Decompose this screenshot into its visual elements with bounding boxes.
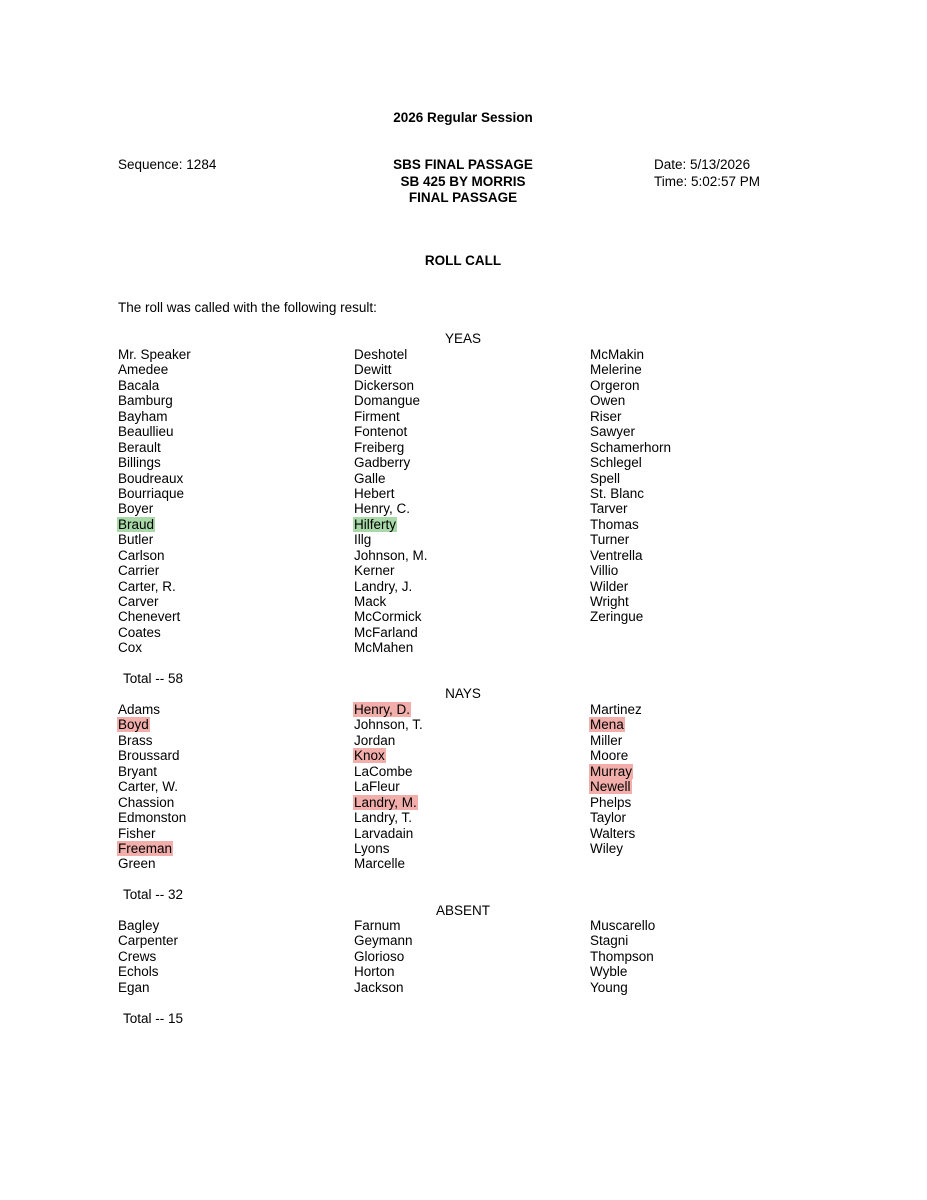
member-name: Geymann <box>354 933 413 949</box>
member-name: Carter, W. <box>118 779 179 795</box>
member-name: Boyer <box>118 501 154 517</box>
nays-column-1 <box>118 702 186 872</box>
member-name: Carrier <box>118 563 160 579</box>
member-name: Sawyer <box>590 424 636 440</box>
member-name: Echols <box>118 964 159 980</box>
yeas-member <box>354 609 428 624</box>
absent-member <box>590 918 655 933</box>
yeas-member <box>118 409 191 424</box>
nays-member <box>118 841 186 856</box>
motion-line-3: FINAL PASSAGE <box>408 190 518 205</box>
nays-member <box>354 810 423 825</box>
member-name: Edmonston <box>118 810 187 826</box>
yeas-member <box>590 548 671 563</box>
yeas-member <box>590 378 671 393</box>
member-name: Billings <box>118 455 161 471</box>
member-name: Egan <box>118 979 150 995</box>
absent-member <box>354 933 413 948</box>
member-name: Stagni <box>590 933 629 949</box>
member-name: Amedee <box>118 362 169 378</box>
yeas-member <box>354 393 428 408</box>
absent-column-2 <box>354 918 413 995</box>
nays-member <box>354 717 423 732</box>
nays-member <box>354 779 423 794</box>
yeas-member <box>118 424 191 439</box>
member-name: Ventrella <box>590 547 643 563</box>
yeas-member <box>590 440 671 455</box>
member-name: Martinez <box>590 702 642 717</box>
nays-member <box>118 856 186 871</box>
member-name: Wiley <box>590 840 623 856</box>
yeas-member <box>590 424 671 439</box>
member-name: Zeringue <box>590 609 644 625</box>
nays-member <box>590 795 642 810</box>
yeas-member <box>354 424 428 439</box>
member-name-highlighted-red: Newell <box>590 779 631 795</box>
vote-date: Date: 5/13/2026 <box>654 157 751 172</box>
yeas-member <box>118 455 191 470</box>
member-name-highlighted-red: Landry, M. <box>354 794 417 810</box>
yeas-member <box>118 362 191 377</box>
member-name: Brass <box>118 732 153 748</box>
yeas-member <box>354 455 428 470</box>
member-name: Bourriaque <box>118 485 185 501</box>
member-name: Dewitt <box>354 362 392 378</box>
vote-time: Time: 5:02:57 PM <box>654 173 761 189</box>
member-name: Chassion <box>118 794 175 810</box>
member-name: Mack <box>354 594 387 609</box>
member-name: Larvadain <box>354 825 414 841</box>
nays-member <box>118 717 186 732</box>
nays-member <box>118 764 186 779</box>
yeas-member <box>118 640 191 655</box>
nays-member <box>590 748 642 763</box>
member-name: Muscarello <box>590 918 656 933</box>
nays-member <box>354 702 423 717</box>
yeas-member <box>590 347 671 362</box>
absent-member <box>590 964 655 979</box>
absent-member <box>590 949 655 964</box>
nays-member <box>590 764 642 779</box>
member-name: Thompson <box>590 948 654 964</box>
member-name: Lyons <box>354 840 390 856</box>
yeas-member <box>118 347 191 362</box>
member-name: Schamerhorn <box>590 439 672 455</box>
absent-member <box>354 980 413 995</box>
nays-member <box>590 779 642 794</box>
member-name-highlighted-red: Freeman <box>118 840 173 856</box>
absent-member <box>354 918 413 933</box>
member-name: Hebert <box>354 485 395 501</box>
yeas-member <box>354 625 428 640</box>
roll-call-title: ROLL CALL <box>424 253 502 268</box>
absent-column-1 <box>118 918 178 995</box>
absent-total: Total -- 15 <box>123 1011 184 1026</box>
yeas-member <box>354 548 428 563</box>
member-name: Galle <box>354 470 386 486</box>
member-name: Mr. Speaker <box>118 347 191 362</box>
nays-member <box>118 810 186 825</box>
nays-heading: NAYS <box>445 686 481 701</box>
member-name: Carter, R. <box>118 578 176 594</box>
yeas-member <box>118 501 191 516</box>
nays-member <box>354 795 423 810</box>
absent-member <box>118 964 178 979</box>
absent-member <box>354 964 413 979</box>
member-name: Turner <box>590 532 630 548</box>
yeas-column-1 <box>118 347 191 656</box>
yeas-member <box>118 393 191 408</box>
yeas-member <box>354 440 428 455</box>
nays-column-2 <box>354 702 423 872</box>
member-name: Beaullieu <box>118 424 174 440</box>
yeas-member <box>590 563 671 578</box>
nays-member <box>118 779 186 794</box>
yeas-member <box>118 548 191 563</box>
member-name-highlighted-red: Henry, D. <box>354 702 411 717</box>
nays-member <box>118 795 186 810</box>
yeas-member <box>354 579 428 594</box>
member-name: McFarland <box>354 624 418 640</box>
yeas-member <box>590 594 671 609</box>
member-name: Gadberry <box>354 455 411 471</box>
nays-member <box>118 702 186 717</box>
nays-member <box>590 810 642 825</box>
member-name: Carver <box>118 594 159 609</box>
member-name: Fisher <box>118 825 156 841</box>
member-name: Carpenter <box>118 933 179 949</box>
member-name: Bamburg <box>118 393 173 409</box>
member-name: Walters <box>590 825 636 841</box>
nays-column-3 <box>590 702 642 856</box>
member-name: Orgeron <box>590 377 640 393</box>
sequence-number: Sequence: 1284 <box>118 157 217 172</box>
member-name: Illg <box>354 532 372 548</box>
session-title: 2026 Regular Session <box>393 110 533 125</box>
member-name: McCormick <box>354 609 422 625</box>
yeas-member <box>590 532 671 547</box>
yeas-heading: YEAS <box>444 331 482 346</box>
yeas-total: Total -- 58 <box>123 671 184 686</box>
member-name: Henry, C. <box>354 501 411 517</box>
yeas-member <box>118 471 191 486</box>
member-name: Green <box>118 856 156 872</box>
nays-member <box>354 748 423 763</box>
nays-member <box>354 841 423 856</box>
member-name-highlighted-green: Hilferty <box>354 516 397 532</box>
member-name: Carlson <box>118 547 165 563</box>
nays-member <box>118 748 186 763</box>
member-name: Bacala <box>118 377 160 393</box>
yeas-member <box>590 455 671 470</box>
nays-member <box>354 856 423 871</box>
yeas-member <box>354 409 428 424</box>
absent-member <box>118 980 178 995</box>
member-name: Johnson, M. <box>354 547 428 563</box>
member-name: Miller <box>590 732 623 748</box>
member-name-highlighted-red: Mena <box>590 717 624 733</box>
member-name: Bagley <box>118 918 160 933</box>
member-name: Bayham <box>118 408 168 424</box>
member-name: Wright <box>590 594 629 609</box>
yeas-member <box>118 563 191 578</box>
member-name: Wilder <box>590 578 629 594</box>
yeas-member <box>118 532 191 547</box>
motion-block <box>393 157 533 207</box>
yeas-member <box>118 594 191 609</box>
member-name-highlighted-red: Murray <box>590 763 633 779</box>
member-name: Phelps <box>590 794 632 810</box>
member-name-highlighted-red: Boyd <box>118 717 149 733</box>
member-name: Dickerson <box>354 377 415 393</box>
member-name: Jordan <box>354 732 396 748</box>
member-name: Cox <box>118 640 143 656</box>
member-name: Riser <box>590 408 622 424</box>
yeas-member <box>590 362 671 377</box>
yeas-member <box>118 625 191 640</box>
member-name: McMahen <box>354 640 414 656</box>
yeas-member <box>590 579 671 594</box>
yeas-member <box>354 362 428 377</box>
member-name: Domangue <box>354 393 421 409</box>
yeas-member <box>118 609 191 624</box>
member-name: Butler <box>118 532 154 548</box>
yeas-member <box>118 517 191 532</box>
member-name: Moore <box>590 748 629 764</box>
member-name: Fontenot <box>354 424 408 440</box>
yeas-member <box>590 609 671 624</box>
yeas-member <box>590 501 671 516</box>
nays-member <box>354 764 423 779</box>
absent-member <box>354 949 413 964</box>
member-name: Chenevert <box>118 609 181 625</box>
member-name: Berault <box>118 439 161 455</box>
yeas-member <box>590 409 671 424</box>
member-name: Horton <box>354 964 395 980</box>
nays-member <box>590 717 642 732</box>
absent-column-3 <box>590 918 655 995</box>
member-name: Farnum <box>354 918 401 933</box>
member-name: Schlegel <box>590 455 642 471</box>
absent-member <box>118 918 178 933</box>
member-name: St. Blanc <box>590 485 645 501</box>
nays-total: Total -- 32 <box>123 887 184 902</box>
member-name: Melerine <box>590 362 642 378</box>
member-name: LaFleur <box>354 779 400 795</box>
yeas-member <box>354 471 428 486</box>
member-name: Tarver <box>590 501 628 517</box>
yeas-member <box>354 501 428 516</box>
member-name: Villio <box>590 563 619 579</box>
nays-member <box>590 733 642 748</box>
member-name: McMakin <box>590 347 645 362</box>
yeas-member <box>118 486 191 501</box>
yeas-member <box>354 640 428 655</box>
yeas-member <box>590 517 671 532</box>
member-name: Landry, J. <box>354 578 413 594</box>
nays-member <box>118 826 186 841</box>
member-name: Marcelle <box>354 856 406 872</box>
motion-line-1: SBS FINAL PASSAGE <box>393 157 533 172</box>
member-name: Adams <box>118 702 161 717</box>
yeas-member <box>590 471 671 486</box>
yeas-member <box>118 440 191 455</box>
member-name: Spell <box>590 470 621 486</box>
nays-member <box>590 702 642 717</box>
absent-member <box>118 933 178 948</box>
nays-member <box>590 841 642 856</box>
member-name: Kerner <box>354 563 395 579</box>
member-name-highlighted-green: Braud <box>118 516 155 532</box>
yeas-member <box>354 532 428 547</box>
member-name: Bryant <box>118 763 158 779</box>
member-name: Thomas <box>590 516 639 532</box>
date-time-block <box>654 157 760 190</box>
yeas-column-3 <box>590 347 671 625</box>
member-name: Landry, T. <box>354 810 413 826</box>
member-name: Taylor <box>590 810 627 826</box>
nays-member <box>354 826 423 841</box>
yeas-member <box>590 486 671 501</box>
member-name: Deshotel <box>354 347 408 362</box>
absent-member <box>590 933 655 948</box>
member-name: Johnson, T. <box>354 717 423 733</box>
motion-line-2: SB 425 BY MORRIS <box>400 173 526 189</box>
yeas-member <box>354 517 428 532</box>
member-name: Boudreaux <box>118 470 184 486</box>
yeas-member <box>354 563 428 578</box>
member-name: Coates <box>118 624 161 640</box>
nays-member <box>590 826 642 841</box>
member-name: Wyble <box>590 964 628 980</box>
nays-member <box>118 733 186 748</box>
absent-heading: ABSENT <box>435 903 491 918</box>
roll-call-intro: The roll was called with the following result: <box>118 300 377 315</box>
yeas-member <box>590 393 671 408</box>
member-name: Glorioso <box>354 948 405 964</box>
member-name: Young <box>590 979 628 995</box>
yeas-member <box>118 378 191 393</box>
absent-member <box>590 980 655 995</box>
yeas-member <box>354 347 428 362</box>
member-name: Freiberg <box>354 439 405 455</box>
yeas-member <box>354 378 428 393</box>
absent-member <box>118 949 178 964</box>
member-name: Jackson <box>354 979 404 995</box>
member-name: Firment <box>354 408 400 424</box>
member-name-highlighted-red: Knox <box>354 748 385 764</box>
member-name: LaCombe <box>354 763 413 779</box>
member-name: Broussard <box>118 748 180 764</box>
nays-member <box>354 733 423 748</box>
yeas-column-2 <box>354 347 428 656</box>
yeas-member <box>354 486 428 501</box>
member-name: Owen <box>590 393 626 409</box>
yeas-member <box>354 594 428 609</box>
member-name: Crews <box>118 948 157 964</box>
yeas-member <box>118 579 191 594</box>
